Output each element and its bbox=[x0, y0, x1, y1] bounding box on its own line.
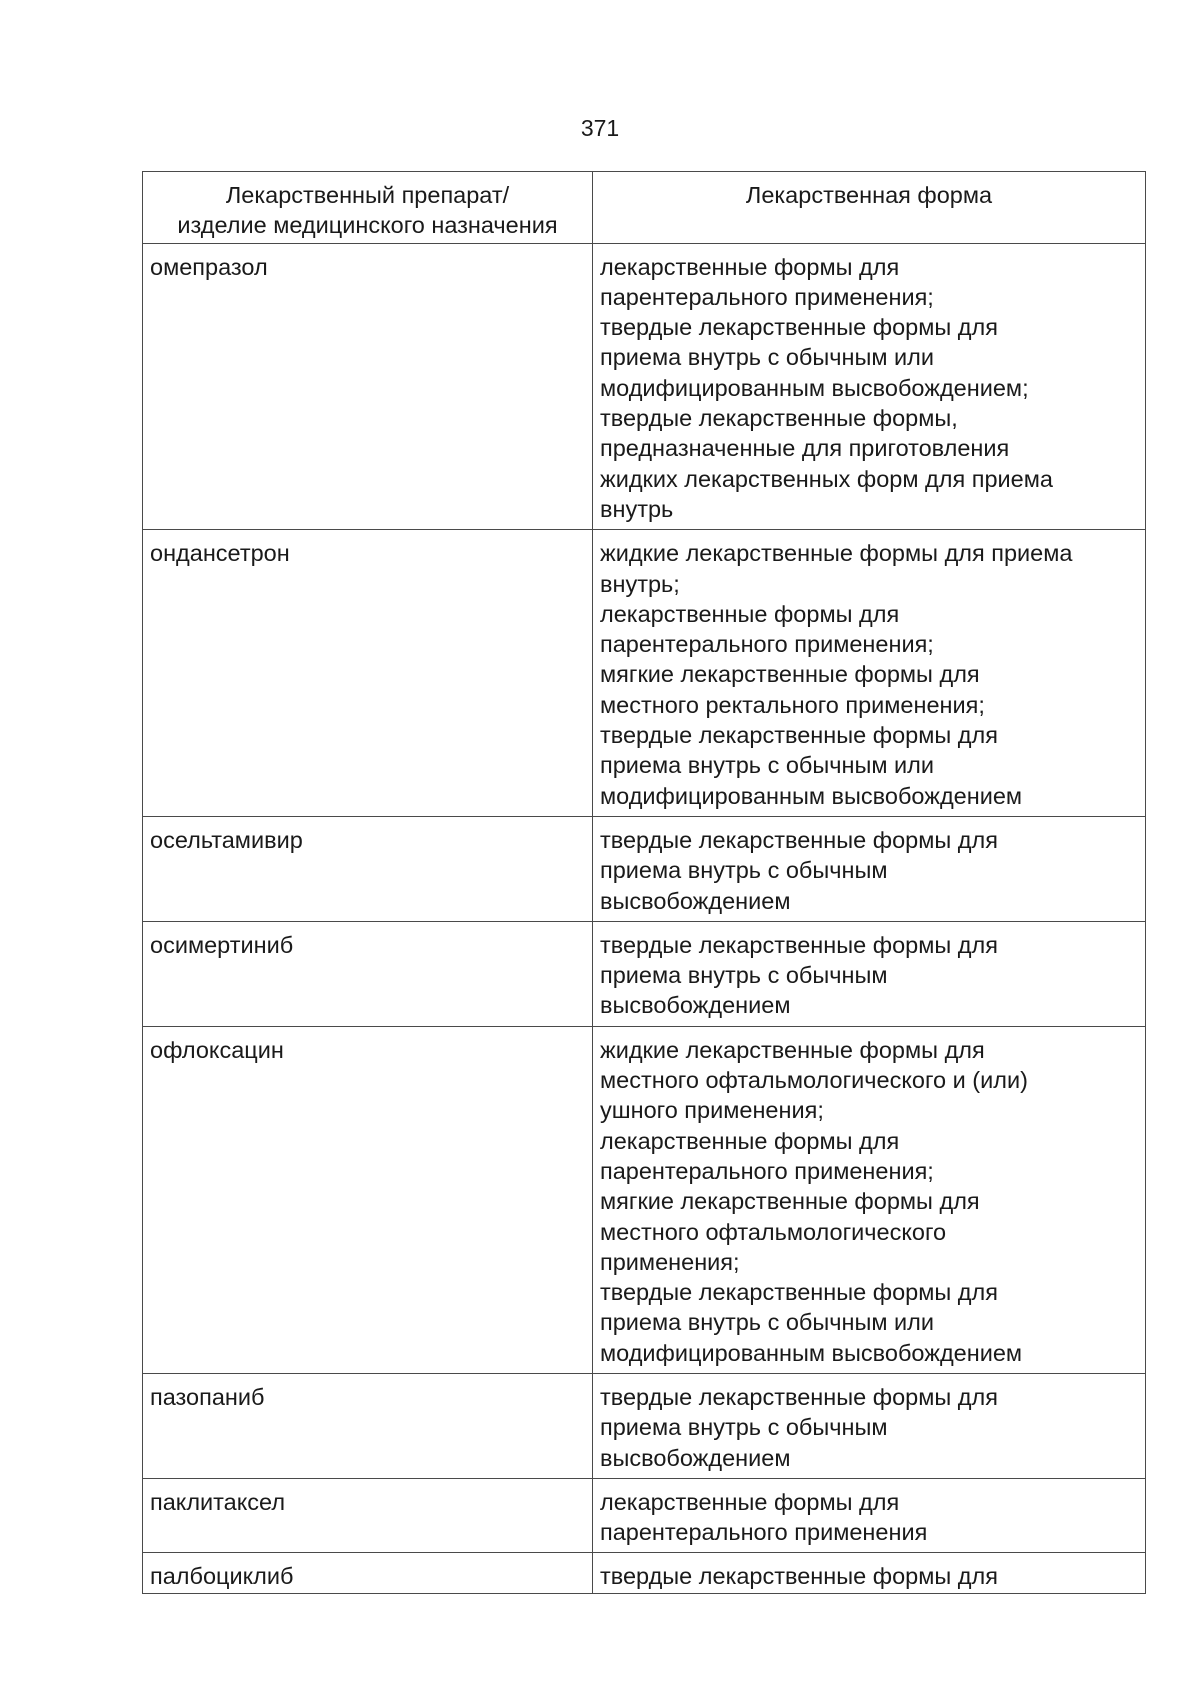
drug-name: ондансетрон bbox=[150, 540, 290, 567]
drug-name: осельтамивир bbox=[150, 826, 303, 853]
dosage-form-line: мягкие лекарственные формы для bbox=[600, 661, 980, 688]
drug-name: паклитаксел bbox=[150, 1488, 286, 1515]
dosage-form-line: мягкие лекарственные формы для bbox=[600, 1188, 980, 1215]
dosage-form-cell bbox=[593, 530, 1146, 817]
table-row bbox=[143, 1553, 1146, 1593]
drug-name: осимертиниб bbox=[150, 931, 294, 958]
header-drug bbox=[143, 172, 593, 244]
dosage-form-line: приема внутрь с обычным или bbox=[600, 344, 935, 371]
dosage-form-line: твердые лекарственные формы для bbox=[600, 1563, 998, 1590]
drug-name-cell bbox=[143, 816, 593, 921]
drug-name-cell bbox=[143, 1026, 593, 1373]
dosage-form-line: предназначенные для приготовления bbox=[600, 435, 1010, 462]
dosage-form-cell bbox=[593, 816, 1146, 921]
dosage-form-line: высвобождением bbox=[600, 887, 791, 914]
page-number: 371 bbox=[580, 115, 620, 141]
dosage-form-line: твердые лекарственные формы для bbox=[600, 314, 998, 341]
dosage-form-line: жидкие лекарственные формы для bbox=[600, 1036, 985, 1063]
dosage-form-cell bbox=[593, 1026, 1146, 1373]
dosage-form-line: твердые лекарственные формы для bbox=[600, 1383, 998, 1410]
dosage-form-line: модифицированным высвобождением bbox=[600, 782, 1023, 809]
dosage-form-line: лекарственные формы для bbox=[600, 600, 900, 627]
dosage-form-line: лекарственные формы для bbox=[600, 1488, 900, 1515]
dosage-form-cell bbox=[593, 921, 1146, 1026]
drug-name-cell bbox=[143, 530, 593, 817]
dosage-form-line: местного офтальмологического и (или) bbox=[600, 1067, 1028, 1094]
dosage-form-line: модифицированным высвобождением; bbox=[600, 374, 1029, 401]
drug-name: палбоциклиб bbox=[150, 1563, 294, 1590]
table-row bbox=[143, 921, 1146, 1026]
dosage-form-line: приема внутрь с обычным или bbox=[600, 752, 935, 779]
dosage-form-line: применения; bbox=[600, 1248, 740, 1275]
dosage-form-line: местного ректального применения; bbox=[600, 691, 985, 718]
drug-form-table bbox=[142, 171, 1146, 1594]
dosage-form-line: твердые лекарственные формы для bbox=[600, 1279, 998, 1306]
drug-name: пазопаниб bbox=[150, 1383, 265, 1410]
dosage-form-line: приема внутрь с обычным bbox=[600, 857, 888, 884]
dosage-form-line: твердые лекарственные формы для bbox=[600, 722, 998, 749]
drug-name-cell bbox=[143, 921, 593, 1026]
dosage-form-line: лекарственные формы для bbox=[600, 1127, 900, 1154]
dosage-form-line: твердые лекарственные формы для bbox=[600, 931, 998, 958]
table-body bbox=[143, 243, 1146, 1593]
dosage-form-line: твердые лекарственные формы, bbox=[600, 405, 958, 432]
drug-name-cell bbox=[143, 1553, 593, 1593]
dosage-form-line: внутрь bbox=[600, 495, 674, 522]
dosage-form-cell bbox=[593, 1478, 1146, 1553]
dosage-form-line: приема внутрь с обычным bbox=[600, 962, 888, 989]
dosage-form-line: жидкие лекарственные формы для приема bbox=[600, 540, 1073, 567]
drug-name-cell bbox=[143, 1478, 593, 1553]
dosage-form-line: парентерального применения; bbox=[600, 283, 934, 310]
dosage-form-line: приема внутрь с обычным или bbox=[600, 1309, 935, 1336]
dosage-form-cell bbox=[593, 243, 1146, 530]
dosage-form-line: высвобождением bbox=[600, 992, 791, 1019]
table-row bbox=[143, 1373, 1146, 1478]
drug-name: омепразол bbox=[150, 253, 268, 280]
dosage-form-line: твердые лекарственные формы для bbox=[600, 826, 998, 853]
dosage-form-line: парентерального применения; bbox=[600, 631, 934, 658]
dosage-form-cell bbox=[593, 1553, 1146, 1593]
header-drug-line: изделие медицинского назначения bbox=[177, 212, 558, 239]
table-row bbox=[143, 530, 1146, 817]
dosage-form-line: ушного применения; bbox=[600, 1097, 824, 1124]
dosage-form-line: модифицированным высвобождением bbox=[600, 1339, 1023, 1366]
dosage-form-line: парентерального применения bbox=[600, 1519, 928, 1546]
header-form bbox=[593, 172, 1146, 244]
dosage-form-line: высвобождением bbox=[600, 1444, 791, 1471]
table-row bbox=[143, 1478, 1146, 1553]
dosage-form-line: внутрь; bbox=[600, 570, 680, 597]
dosage-form-cell bbox=[593, 1373, 1146, 1478]
dosage-form-line: приема внутрь с обычным bbox=[600, 1414, 888, 1441]
drug-name-cell bbox=[143, 243, 593, 530]
table-header-row bbox=[143, 172, 1146, 244]
drug-name-cell bbox=[143, 1373, 593, 1478]
header-drug-line: Лекарственный препарат/ bbox=[225, 182, 510, 208]
table-row bbox=[143, 243, 1146, 530]
table-row bbox=[143, 1026, 1146, 1373]
dosage-form-line: жидких лекарственных форм для приема bbox=[600, 465, 1053, 492]
dosage-form-line: местного офтальмологического bbox=[600, 1218, 947, 1245]
header-form-line: Лекарственная форма bbox=[745, 182, 993, 208]
dosage-form-line: лекарственные формы для bbox=[600, 253, 900, 280]
dosage-form-line: парентерального применения; bbox=[600, 1157, 934, 1184]
drug-name: офлоксацин bbox=[150, 1036, 284, 1063]
table-row bbox=[143, 816, 1146, 921]
